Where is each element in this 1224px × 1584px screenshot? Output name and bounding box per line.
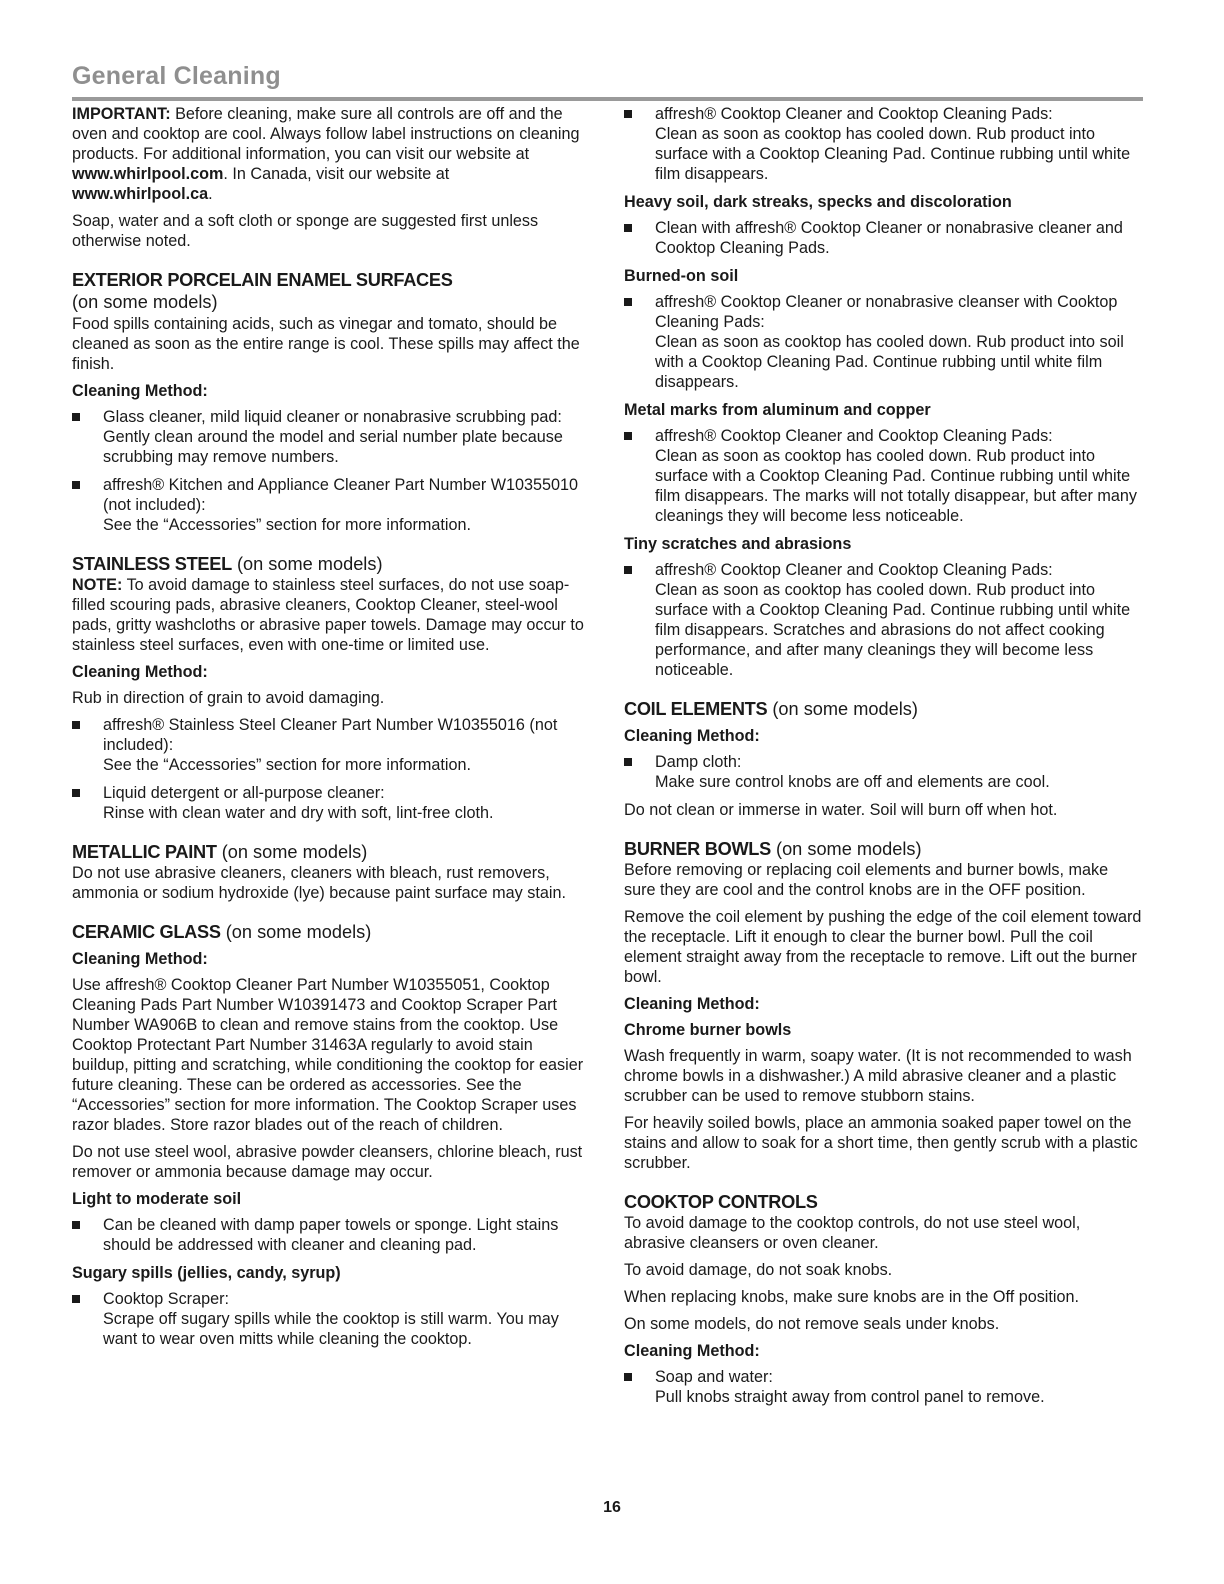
ceramic-method-label: Cleaning Method: [72, 950, 208, 968]
metal-marks-label: Metal marks from aluminum and copper [624, 401, 931, 419]
burner-body: Before removing or replacing coil elements and burner bowls, make sure they are cool and the control knobs are in the OFF position. [624, 861, 1109, 899]
bullet-body: Rinse with clean water and dry with soft, lint-free cloth. [103, 804, 494, 822]
list-item [72, 407, 590, 467]
right-column [624, 104, 1142, 1415]
bullet-head: Soap and water: [655, 1368, 773, 1386]
list-item [72, 715, 590, 775]
bullet-head: Glass cleaner, mild liquid cleaner or nonabrasive scrubbing pad: [103, 408, 562, 426]
list-item [72, 1289, 590, 1349]
burner-models: (on some models) [770, 839, 922, 859]
ceramic-models: (on some models) [220, 922, 372, 942]
bullet-body: Clean as soon as cooktop has cooled down. Rub product into soil with a Cooktop Cleaning Pad. Continue rubbing until white film disappears. [655, 333, 1124, 391]
exterior-heading [72, 269, 590, 291]
ceramic-title: CERAMIC GLASS [72, 922, 221, 942]
list-item [624, 218, 1142, 258]
metallic-body: Do not use abrasive cleaners, cleaners with bleach, rust removers, ammonia or sodium hydroxide (lye) because paint surface may stain. [72, 864, 566, 902]
bullet-head: affresh® Cooktop Cleaner and Cooktop Cleaning Pads: [655, 427, 1053, 445]
stainless-rub: Rub in direction of grain to avoid damaging. [72, 689, 385, 707]
list-item [624, 104, 1142, 184]
coil-note: Do not clean or immerse in water. Soil will burn off when hot. [624, 801, 1058, 819]
important-text: Before cleaning, make sure all controls are off and the oven and cooktop are cool. Always follow label instructions on cleaning products. For additional information, you can visit our website at [72, 105, 580, 163]
burner-remove: Remove the coil element by pushing the edge of the coil element toward the receptacle. Lift it enough to clear the burner bowl. Pull the coil element straight away from the receptacle to remove. Lift out the burner bowl. [624, 908, 1142, 986]
bullet-body: Clean as soon as cooktop has cooled down. Rub product into surface with a Cooktop Cleaning Pad. Continue rubbing until white film disappears. [655, 125, 1131, 183]
bullet-body: Make sure control knobs are off and elements are cool. [655, 773, 1050, 791]
ceramic-warning: Do not use steel wool, abrasive powder cleansers, chlorine bleach, rust remover or ammonia because damage may occur. [72, 1143, 583, 1181]
bullet-head: affresh® Cooktop Cleaner or nonabrasive cleanser with Cooktop Cleaning Pads: [655, 293, 1118, 331]
title-divider [72, 97, 1143, 101]
burner-heading [624, 838, 1142, 860]
coil-heading [624, 698, 1142, 720]
bullet-head: affresh® Cooktop Cleaner and Cooktop Cleaning Pads: [655, 561, 1053, 579]
left-column [72, 104, 590, 1357]
page-number: 16 [603, 1499, 621, 1516]
stainless-heading [72, 553, 590, 575]
bullet-body: Gently clean around the model and serial number plate because scrubbing may remove numbers. [103, 428, 563, 466]
exterior-title: EXTERIOR PORCELAIN ENAMEL SURFACES [72, 270, 453, 290]
chrome-bowls-label: Chrome burner bowls [624, 1021, 792, 1039]
bullet-head: affresh® Cooktop Cleaner and Cooktop Cleaning Pads: [655, 105, 1053, 123]
bullet-body: Clean as soon as cooktop has cooled down. Rub product into surface with a Cooktop Cleaning Pad. Continue rubbing until white film disappears. The marks will not totally disappear, but after many cleanings they will become less noticeable. [655, 447, 1137, 525]
ceramic-heading [72, 921, 590, 943]
sugary-spills-label: Sugary spills (jellies, candy, syrup) [72, 1264, 341, 1282]
coil-method-label: Cleaning Method: [624, 727, 760, 745]
stainless-note [72, 575, 590, 655]
soap-note: Soap, water and a soft cloth or sponge are suggested first unless otherwise noted. [72, 212, 539, 250]
important-text-end: . [208, 185, 213, 203]
controls-replace: When replacing knobs, make sure knobs are in the Off position. [624, 1288, 1079, 1306]
important-text-canada: . In Canada, visit our website at [223, 165, 450, 183]
bullet-head: affresh® Stainless Steel Cleaner Part Number W10355016 (not included): [103, 716, 558, 754]
bullet-head: affresh® Kitchen and Appliance Cleaner Part Number W10355010 (not included): [103, 476, 579, 514]
tiny-scratches-label: Tiny scratches and abrasions [624, 535, 852, 553]
metallic-heading [72, 841, 590, 863]
bullet-body: Pull knobs straight away from control panel to remove. [655, 1388, 1045, 1406]
coil-title: COIL ELEMENTS [624, 699, 768, 719]
ceramic-body: Use affresh® Cooktop Cleaner Part Number W10355051, Cooktop Cleaning Pads Part Number W10391473 and Cooktop Scraper Part Number WA906B to clean and remove stains from the cooktop. Use Cooktop Protectant Part Number 31463A regularly to avoid stain buildup, pitting and scratching, while conditioning the cooktop for easier future cleaning. These can be ordered as accessories. See the “Accessories” section for more information. The Cooktop Scraper uses razor blades. Store razor blades out of the reach of children. [72, 976, 584, 1134]
stainless-title: STAINLESS STEEL [72, 554, 232, 574]
exterior-method-label: Cleaning Method: [72, 382, 208, 400]
stainless-method-label: Cleaning Method: [72, 663, 208, 681]
bullet-body: Clean as soon as cooktop has cooled down. Rub product into surface with a Cooktop Cleaning Pad. Continue rubbing until white film disappears. Scratches and abrasions do not affect cooking performance, and after many cleanings they will become less noticeable. [655, 581, 1131, 679]
list-item [624, 752, 1142, 792]
list-item [624, 560, 1142, 680]
bullet-head: Damp cloth: [655, 753, 742, 771]
heavy-soil-label: Heavy soil, dark streaks, specks and discoloration [624, 193, 1012, 211]
coil-models: (on some models) [767, 699, 918, 719]
burner-title: BURNER BOWLS [624, 839, 771, 859]
note-text: To avoid damage to stainless steel surfaces, do not use soap-filled scouring pads, abrasive cleaners, Cooktop Cleaner, steel-wool pads, gritty washcloths or abrasive paper towels. Damage may occur to stainless steel surfaces, even with one-time or limited use. [72, 576, 584, 654]
list-item [72, 783, 590, 823]
list-item [624, 292, 1142, 392]
controls-body: To avoid damage to the cooktop controls, do not use steel wool, abrasive cleansers or oven cleaner. [624, 1214, 1081, 1252]
whirlpool-ca-link[interactable]: www.whirlpool.ca [72, 185, 209, 203]
important-notice [72, 104, 590, 204]
burner-method-label: Cleaning Method: [624, 995, 760, 1013]
bullet-body: Scrape off sugary spills while the cooktop is still warm. You may want to wear oven mitts while cleaning the cooktop. [103, 1310, 559, 1348]
bullet-body: See the “Accessories” section for more information. [103, 516, 471, 534]
bullet-head: Cooktop Scraper: [103, 1290, 229, 1308]
burned-soil-label: Burned-on soil [624, 267, 739, 285]
bullet-body: Clean with affresh® Cooktop Cleaner or nonabrasive cleaner and Cooktop Cleaning Pads. [655, 219, 1123, 257]
list-item [72, 475, 590, 535]
bullet-head: Liquid detergent or all-purpose cleaner: [103, 784, 385, 802]
list-item [624, 426, 1142, 526]
metallic-models: (on some models) [216, 842, 368, 862]
controls-method-label: Cleaning Method: [624, 1342, 760, 1360]
whirlpool-com-link[interactable]: www.whirlpool.com [72, 165, 224, 183]
important-label: IMPORTANT: [72, 105, 171, 123]
page-title: General Cleaning [72, 62, 281, 90]
chrome-wash: Wash frequently in warm, soapy water. (It is not recommended to wash chrome bowls in a dishwasher.) A mild abrasive cleaner and a plastic scrubber can be used to remove stubborn stains. [624, 1047, 1132, 1105]
bullet-body: Can be cleaned with damp paper towels or sponge. Light stains should be addressed with cleaner and cleaning pad. [103, 1216, 559, 1254]
list-item [72, 1215, 590, 1255]
exterior-models-note: (on some models) [72, 292, 218, 312]
list-item [624, 1367, 1142, 1407]
exterior-body: Food spills containing acids, such as vinegar and tomato, should be cleaned as soon as the entire range is cool. These spills may affect the finish. [72, 315, 580, 373]
controls-seals: On some models, do not remove seals under knobs. [624, 1315, 1000, 1333]
stainless-models: (on some models) [231, 554, 383, 574]
chrome-soak: For heavily soiled bowls, place an ammonia soaked paper towel on the stains and allow to soak for a short time, then gently scrub with a plastic scrubber. [624, 1114, 1138, 1172]
metallic-title: METALLIC PAINT [72, 842, 217, 862]
bullet-body: See the “Accessories” section for more information. [103, 756, 471, 774]
controls-heading [624, 1191, 1142, 1213]
controls-title: COOKTOP CONTROLS [624, 1192, 818, 1212]
note-label: NOTE: [72, 576, 123, 594]
controls-soak: To avoid damage, do not soak knobs. [624, 1261, 893, 1279]
light-soil-label: Light to moderate soil [72, 1190, 242, 1208]
